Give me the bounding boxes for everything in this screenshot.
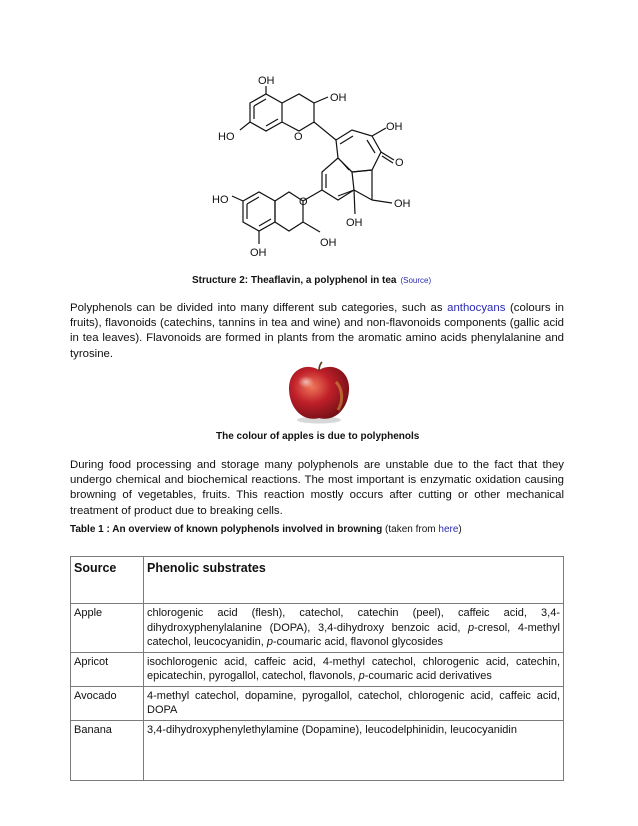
header-source: Source [71,557,144,604]
para1-text-after: (colours in fruits), flavonoids (catechins, tannins in tea and wine) and non-flavonoids components (gallic acid in tea leaves). Flavonoids are formed in plants from the aromatic amino acids phenylalanine and tyrosine. [70,302,564,360]
table-header-row [71,557,564,604]
here-link[interactable]: here [438,524,459,535]
structure-caption [192,275,431,286]
row-source: Avocado [71,686,144,720]
row-source: Apricot [71,652,144,686]
header-phenolic-substrates: Phenolic substrates [144,557,564,604]
structure-caption-text: Structure 2: Theaflavin, a polyphenol in tea [192,275,397,286]
paragraph-food-processing: During food processing and storage many polyphenols are unstable due to the fact that they undergo chemical and biochemical reactions. The most important is enzymatic oxidation causing browning of vegetables, fruits. This reaction mostly occurs after cutting or other mechanical treatment of product due to breaking cells. [70,459,564,517]
label-oh-tropolone: OH [386,121,403,133]
label-oh-lower-ring: OH [320,237,337,249]
table-row [71,686,564,720]
label-o-carbonyl: O [395,157,404,169]
label-oh-right: OH [394,198,411,210]
label-oh-top: OH [258,75,275,87]
table-row [71,720,564,780]
source-link[interactable]: (Source) [400,276,432,285]
anthocyans-link[interactable]: anthocyans [447,302,506,314]
label-oh-lower-middle: OH [346,217,363,229]
substrate-text: chlorogenic acid (flesh), catechol, catechin (peel), caffeic acid, 3,4-dihydroxyphenylalanine (DOPA), 3,4-dihydroxy benzoic acid, [147,607,560,634]
label-o-upper-ring: O [294,131,303,143]
row-substrates: 3,4-dihydroxyphenylethylamine (Dopamine), leucodelphinidin, leucocyanidin [144,720,564,780]
paragraph-polyphenol-categories [70,301,564,362]
polyphenol-table [70,556,564,781]
substrate-text: -coumaric acid derivatives [364,670,492,682]
row-substrates: 4-methyl catechol, dopamine, pyrogallol, catechol, chlorogenic acid, caffeic acid, DOPA [144,686,564,720]
para1-text-before: Polyphenols can be divided into many different sub categories, such as [70,302,448,314]
label-ho-lower-left: HO [212,194,229,206]
substrate-text: -coumaric acid, flavonol glycosides [272,636,443,648]
substrate-italic: p [266,636,273,648]
theaflavin-structure [210,70,425,275]
substrate-text: -cresol, 4-methyl catechol, leucocyanidin, [147,621,561,648]
row-source: Banana [71,720,144,780]
label-o-lower-ring: O [299,196,308,208]
table-caption [70,524,462,535]
substrate-italic: p [468,621,475,634]
label-ho-upper-left: HO [218,131,235,143]
apple-caption: The colour of apples is due to polyphenols [216,431,420,442]
row-substrates [144,604,564,653]
table-caption-close: ) [458,524,462,535]
table-row [71,604,564,653]
label-oh-upper-right: OH [330,92,347,104]
table-row [71,652,564,686]
row-source: Apple [71,604,144,653]
substrate-text: isochlorogenic acid, caffeic acid, 4-methyl catechol, chlorogenic acid, catechin, epicatechin, pyrogallol, catechol, flavonols, [147,655,560,682]
table-caption-taken-from: (taken from [385,524,439,535]
table-caption-bold: Table 1 : An overview of known polyphenols involved in browning [70,524,383,535]
substrate-italic: p [358,670,365,682]
row-substrates [144,652,564,686]
label-oh-bottom: OH [250,247,267,259]
apple-image [284,360,354,426]
